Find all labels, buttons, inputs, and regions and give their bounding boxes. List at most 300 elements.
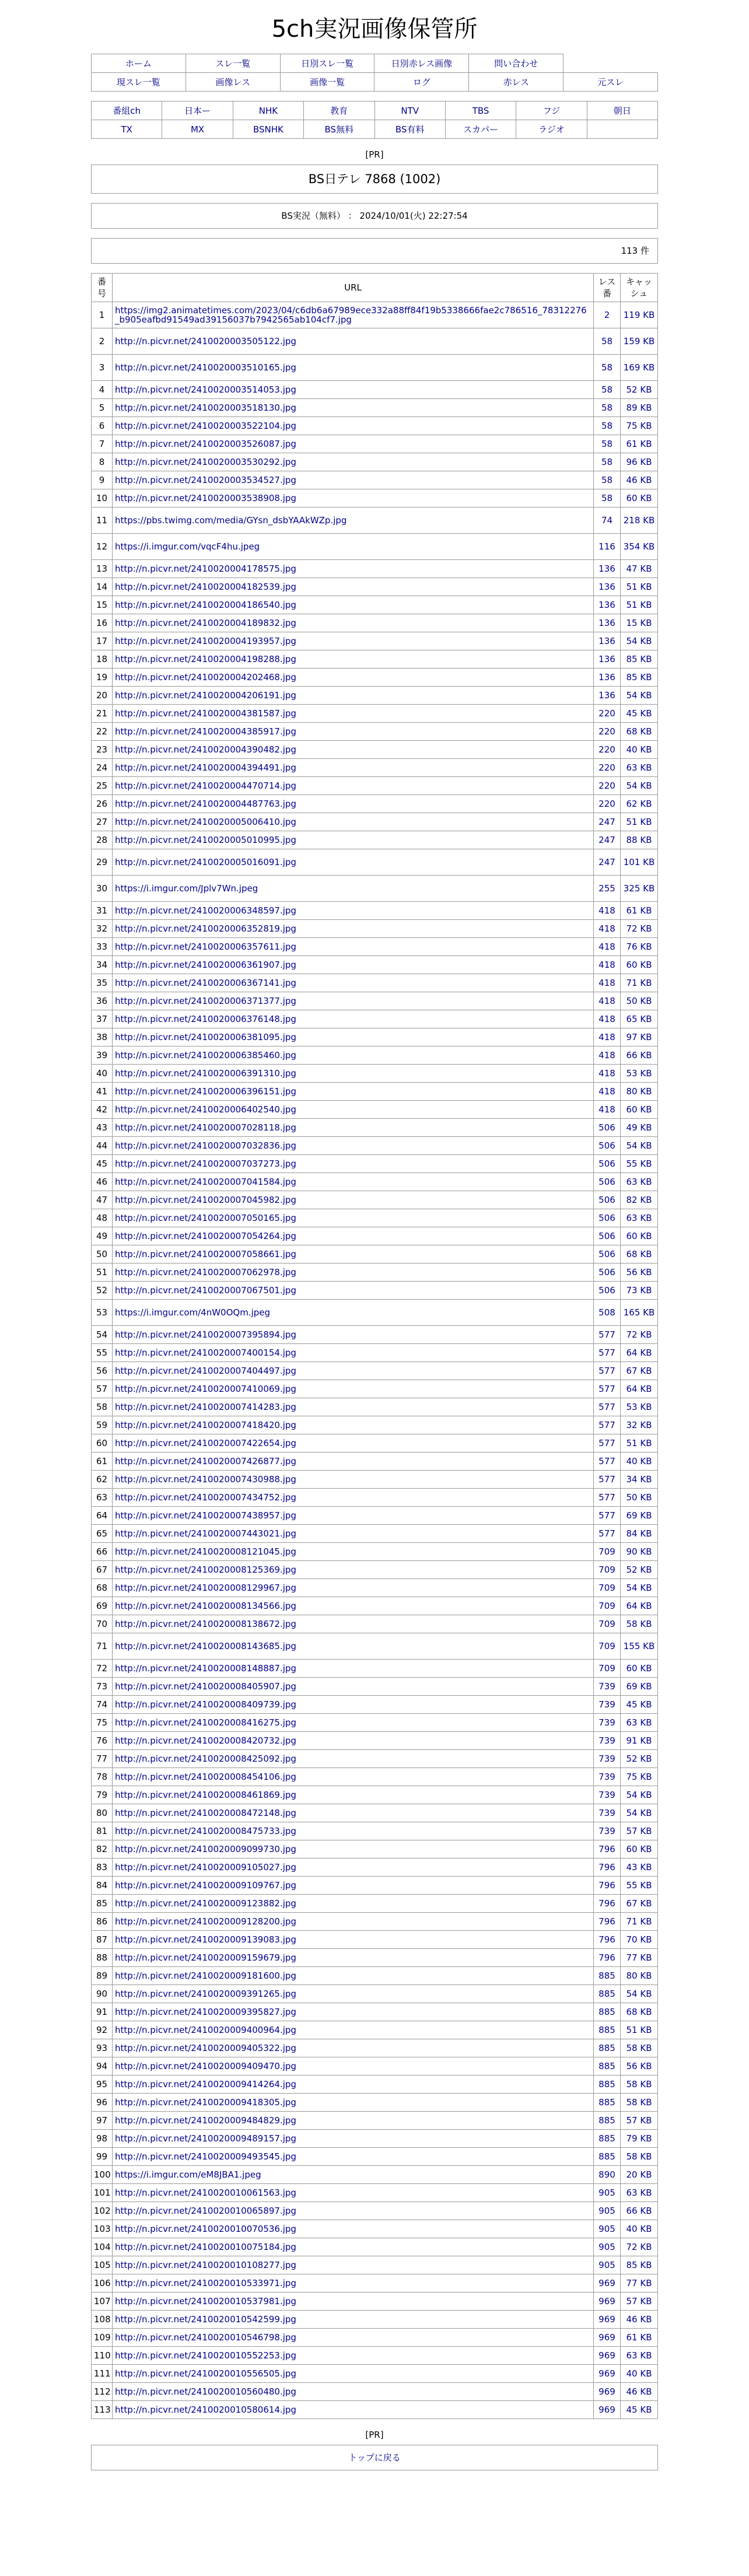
res-number-link[interactable]: 74 bbox=[594, 508, 621, 534]
cache-size-link[interactable]: 64 KB bbox=[621, 1344, 658, 1362]
cache-size-link[interactable]: 64 KB bbox=[621, 1597, 658, 1615]
res-number-link[interactable]: 116 bbox=[594, 534, 621, 560]
res-number-link[interactable]: 506 bbox=[594, 1173, 621, 1191]
res-number-link[interactable]: 739 bbox=[594, 1750, 621, 1768]
nav-link[interactable]: BSNHK bbox=[253, 124, 284, 135]
res-number-link[interactable]: 796 bbox=[594, 1931, 621, 1949]
image-url-link[interactable]: http://n.picvr.net/2410020007037273.jpg bbox=[115, 1158, 296, 1169]
nav-link[interactable]: 元スレ bbox=[597, 77, 624, 88]
res-number-link[interactable]: 969 bbox=[594, 2311, 621, 2329]
image-url-link[interactable]: http://n.picvr.net/2410020009123882.jpg bbox=[115, 1898, 296, 1909]
image-url-link[interactable]: http://n.picvr.net/2410020009484829.jpg bbox=[115, 2115, 296, 2126]
cache-size-link[interactable]: 63 KB bbox=[621, 1714, 658, 1732]
cache-size-link[interactable]: 169 KB bbox=[621, 355, 658, 381]
image-url-link[interactable]: http://n.picvr.net/2410020006348597.jpg bbox=[115, 905, 296, 916]
image-url-link[interactable]: http://n.picvr.net/2410020006352819.jpg bbox=[115, 923, 296, 934]
nav-link[interactable]: 朝日 bbox=[613, 106, 631, 116]
image-url-link[interactable]: http://n.picvr.net/2410020006385460.jpg bbox=[115, 1050, 296, 1060]
res-number-link[interactable]: 796 bbox=[594, 1913, 621, 1931]
cache-size-link[interactable]: 51 KB bbox=[621, 578, 658, 596]
image-url-link[interactable]: http://n.picvr.net/2410020009414264.jpg bbox=[115, 2079, 296, 2090]
image-url-link[interactable]: http://n.picvr.net/2410020010070536.jpg bbox=[115, 2224, 296, 2234]
res-number-link[interactable]: 739 bbox=[594, 1822, 621, 1840]
res-number-link[interactable]: 418 bbox=[594, 974, 621, 992]
res-number-link[interactable]: 58 bbox=[594, 328, 621, 355]
cache-size-link[interactable]: 54 KB bbox=[621, 1985, 658, 2003]
res-number-link[interactable]: 247 bbox=[594, 831, 621, 849]
cache-size-link[interactable]: 79 KB bbox=[621, 2130, 658, 2148]
res-number-link[interactable]: 418 bbox=[594, 1101, 621, 1119]
res-number-link[interactable]: 136 bbox=[594, 560, 621, 578]
cache-size-link[interactable]: 50 KB bbox=[621, 1489, 658, 1507]
cache-size-link[interactable]: 72 KB bbox=[621, 1326, 658, 1344]
cache-size-link[interactable]: 56 KB bbox=[621, 1264, 658, 1282]
res-number-link[interactable]: 885 bbox=[594, 2003, 621, 2021]
res-number-link[interactable]: 709 bbox=[594, 1615, 621, 1633]
cache-size-link[interactable]: 57 KB bbox=[621, 2292, 658, 2311]
res-number-link[interactable]: 577 bbox=[594, 1471, 621, 1489]
cache-size-link[interactable]: 60 KB bbox=[621, 489, 658, 508]
res-number-link[interactable]: 885 bbox=[594, 2057, 621, 2076]
cache-size-link[interactable]: 325 KB bbox=[621, 876, 658, 902]
cache-size-link[interactable]: 60 KB bbox=[621, 1840, 658, 1859]
cache-size-link[interactable]: 89 KB bbox=[621, 399, 658, 417]
image-url-link[interactable]: http://n.picvr.net/2410020009400964.jpg bbox=[115, 2025, 296, 2035]
res-number-link[interactable]: 885 bbox=[594, 2021, 621, 2039]
res-number-link[interactable]: 796 bbox=[594, 1840, 621, 1859]
res-number-link[interactable]: 969 bbox=[594, 2365, 621, 2383]
image-url-link[interactable]: http://n.picvr.net/2410020009395827.jpg bbox=[115, 2007, 296, 2017]
cache-size-link[interactable]: 91 KB bbox=[621, 1732, 658, 1750]
cache-size-link[interactable]: 54 KB bbox=[621, 1137, 658, 1155]
cache-size-link[interactable]: 60 KB bbox=[621, 1101, 658, 1119]
image-url-link[interactable]: http://n.picvr.net/2410020003530292.jpg bbox=[115, 457, 296, 467]
nav-link[interactable]: 問い合わせ bbox=[494, 58, 538, 69]
image-url-link[interactable]: http://n.picvr.net/2410020008405907.jpg bbox=[115, 1681, 296, 1692]
res-number-link[interactable]: 709 bbox=[594, 1543, 621, 1561]
image-url-link[interactable]: http://n.picvr.net/2410020003505122.jpg bbox=[115, 336, 296, 346]
image-url-link[interactable]: http://n.picvr.net/2410020007028118.jpg bbox=[115, 1122, 296, 1133]
res-number-link[interactable]: 739 bbox=[594, 1804, 621, 1822]
nav-link[interactable]: 画像レス bbox=[215, 77, 251, 88]
res-number-link[interactable]: 506 bbox=[594, 1209, 621, 1227]
res-number-link[interactable]: 58 bbox=[594, 417, 621, 435]
res-number-link[interactable]: 885 bbox=[594, 2112, 621, 2130]
res-number-link[interactable]: 969 bbox=[594, 2274, 621, 2292]
nav-link[interactable]: 赤レス bbox=[503, 77, 529, 88]
res-number-link[interactable]: 577 bbox=[594, 1525, 621, 1543]
res-number-link[interactable]: 506 bbox=[594, 1282, 621, 1300]
cache-size-link[interactable]: 57 KB bbox=[621, 2112, 658, 2130]
image-url-link[interactable]: https://pbs.twimg.com/media/GYsn_dsbYAAkWZp.jpg bbox=[115, 515, 347, 526]
res-number-link[interactable]: 506 bbox=[594, 1227, 621, 1245]
image-url-link[interactable]: http://n.picvr.net/2410020006396151.jpg bbox=[115, 1086, 296, 1097]
cache-size-link[interactable]: 76 KB bbox=[621, 938, 658, 956]
nav-link[interactable]: 画像一覧 bbox=[310, 77, 345, 88]
image-url-link[interactable]: http://n.picvr.net/2410020008461869.jpg bbox=[115, 1790, 296, 1800]
image-url-link[interactable]: http://n.picvr.net/2410020004182539.jpg bbox=[115, 582, 296, 592]
cache-size-link[interactable]: 75 KB bbox=[621, 1768, 658, 1786]
res-number-link[interactable]: 418 bbox=[594, 992, 621, 1010]
res-number-link[interactable]: 418 bbox=[594, 920, 621, 938]
cache-size-link[interactable]: 165 KB bbox=[621, 1300, 658, 1326]
res-number-link[interactable]: 58 bbox=[594, 399, 621, 417]
nav-link[interactable]: フジ bbox=[542, 106, 561, 116]
res-number-link[interactable]: 247 bbox=[594, 813, 621, 831]
cache-size-link[interactable]: 45 KB bbox=[621, 705, 658, 723]
cache-size-link[interactable]: 119 KB bbox=[621, 302, 658, 328]
cache-size-link[interactable]: 61 KB bbox=[621, 902, 658, 920]
image-url-link[interactable]: http://n.picvr.net/2410020008416275.jpg bbox=[115, 1717, 296, 1728]
image-url-link[interactable]: http://n.picvr.net/2410020007410069.jpg bbox=[115, 1384, 296, 1394]
image-url-link[interactable]: http://n.picvr.net/2410020005010995.jpg bbox=[115, 835, 296, 845]
res-number-link[interactable]: 220 bbox=[594, 777, 621, 795]
res-number-link[interactable]: 796 bbox=[594, 1877, 621, 1895]
res-number-link[interactable]: 969 bbox=[594, 2347, 621, 2365]
cache-size-link[interactable]: 54 KB bbox=[621, 1579, 658, 1597]
cache-size-link[interactable]: 60 KB bbox=[621, 1227, 658, 1245]
image-url-link[interactable]: http://n.picvr.net/2410020004385917.jpg bbox=[115, 726, 296, 737]
res-number-link[interactable]: 418 bbox=[594, 902, 621, 920]
image-url-link[interactable]: http://n.picvr.net/2410020004487763.jpg bbox=[115, 799, 296, 809]
cache-size-link[interactable]: 68 KB bbox=[621, 2003, 658, 2021]
image-url-link[interactable]: http://n.picvr.net/2410020010560480.jpg bbox=[115, 2386, 296, 2397]
nav-link[interactable]: TX bbox=[121, 124, 132, 135]
image-url-link[interactable]: http://n.picvr.net/2410020006361907.jpg bbox=[115, 960, 296, 970]
cache-size-link[interactable]: 67 KB bbox=[621, 1895, 658, 1913]
res-number-link[interactable]: 255 bbox=[594, 876, 621, 902]
res-number-link[interactable]: 506 bbox=[594, 1264, 621, 1282]
res-number-link[interactable]: 418 bbox=[594, 1046, 621, 1065]
image-url-link[interactable]: http://n.picvr.net/2410020010537981.jpg bbox=[115, 2296, 296, 2306]
image-url-link[interactable]: https://i.imgur.com/eM8JBA1.jpeg bbox=[115, 2169, 261, 2180]
image-url-link[interactable]: http://n.picvr.net/2410020008121045.jpg bbox=[115, 1546, 296, 1557]
res-number-link[interactable]: 739 bbox=[594, 1696, 621, 1714]
image-url-link[interactable]: http://n.picvr.net/2410020004178575.jpg bbox=[115, 564, 296, 574]
res-number-link[interactable]: 220 bbox=[594, 723, 621, 741]
nav-link[interactable]: 現スレ一覧 bbox=[116, 77, 160, 88]
res-number-link[interactable]: 905 bbox=[594, 2238, 621, 2256]
cache-size-link[interactable]: 96 KB bbox=[621, 453, 658, 471]
cache-size-link[interactable]: 218 KB bbox=[621, 508, 658, 534]
nav-link[interactable]: BS有料 bbox=[395, 124, 425, 135]
res-number-link[interactable]: 905 bbox=[594, 2256, 621, 2274]
res-number-link[interactable]: 577 bbox=[594, 1344, 621, 1362]
image-url-link[interactable]: http://n.picvr.net/2410020008148887.jpg bbox=[115, 1663, 296, 1674]
image-url-link[interactable]: http://n.picvr.net/2410020004186540.jpg bbox=[115, 600, 296, 610]
res-number-link[interactable]: 890 bbox=[594, 2166, 621, 2184]
image-url-link[interactable]: http://n.picvr.net/2410020007058661.jpg bbox=[115, 1249, 296, 1259]
image-url-link[interactable]: http://n.picvr.net/2410020010542599.jpg bbox=[115, 2314, 296, 2325]
image-url-link[interactable]: http://n.picvr.net/2410020006357611.jpg bbox=[115, 942, 296, 952]
image-url-link[interactable]: http://n.picvr.net/2410020007443021.jpg bbox=[115, 1528, 296, 1539]
res-number-link[interactable]: 418 bbox=[594, 1065, 621, 1083]
res-number-link[interactable]: 796 bbox=[594, 1895, 621, 1913]
image-url-link[interactable]: http://n.picvr.net/2410020009105027.jpg bbox=[115, 1862, 296, 1873]
image-url-link[interactable]: http://n.picvr.net/2410020003514053.jpg bbox=[115, 384, 296, 395]
nav-link[interactable]: 教育 bbox=[330, 106, 348, 116]
image-url-link[interactable]: http://n.picvr.net/2410020007426877.jpg bbox=[115, 1456, 296, 1466]
nav-link[interactable]: スカパー bbox=[463, 124, 499, 135]
cache-size-link[interactable]: 69 KB bbox=[621, 1678, 658, 1696]
image-url-link[interactable]: http://n.picvr.net/2410020009099730.jpg bbox=[115, 1844, 296, 1854]
cache-size-link[interactable]: 51 KB bbox=[621, 2021, 658, 2039]
image-url-link[interactable]: http://n.picvr.net/2410020009139083.jpg bbox=[115, 1934, 296, 1945]
res-number-link[interactable]: 885 bbox=[594, 2148, 621, 2166]
image-url-link[interactable]: http://n.picvr.net/2410020010108277.jpg bbox=[115, 2260, 296, 2270]
cache-size-link[interactable]: 73 KB bbox=[621, 1282, 658, 1300]
image-url-link[interactable]: http://n.picvr.net/2410020010075184.jpg bbox=[115, 2242, 296, 2252]
image-url-link[interactable]: http://n.picvr.net/2410020004470714.jpg bbox=[115, 780, 296, 791]
image-url-link[interactable]: http://n.picvr.net/2410020008134566.jpg bbox=[115, 1601, 296, 1611]
cache-size-link[interactable]: 85 KB bbox=[621, 2256, 658, 2274]
res-number-link[interactable]: 905 bbox=[594, 2202, 621, 2220]
cache-size-link[interactable]: 53 KB bbox=[621, 1398, 658, 1416]
cache-size-link[interactable]: 50 KB bbox=[621, 992, 658, 1010]
res-number-link[interactable]: 577 bbox=[594, 1434, 621, 1452]
image-url-link[interactable]: http://n.picvr.net/2410020009418305.jpg bbox=[115, 2097, 296, 2108]
image-url-link[interactable]: http://n.picvr.net/2410020004189832.jpg bbox=[115, 618, 296, 628]
cache-size-link[interactable]: 52 KB bbox=[621, 1561, 658, 1579]
cache-size-link[interactable]: 77 KB bbox=[621, 1949, 658, 1967]
image-url-link[interactable]: http://n.picvr.net/2410020010580614.jpg bbox=[115, 2404, 296, 2415]
cache-size-link[interactable]: 62 KB bbox=[621, 795, 658, 813]
cache-size-link[interactable]: 47 KB bbox=[621, 560, 658, 578]
res-number-link[interactable]: 220 bbox=[594, 705, 621, 723]
image-url-link[interactable]: http://n.picvr.net/2410020006402540.jpg bbox=[115, 1104, 296, 1115]
cache-size-link[interactable]: 40 KB bbox=[621, 2220, 658, 2238]
image-url-link[interactable]: http://n.picvr.net/2410020004206191.jpg bbox=[115, 690, 296, 701]
cache-size-link[interactable]: 58 KB bbox=[621, 2039, 658, 2057]
res-number-link[interactable]: 739 bbox=[594, 1714, 621, 1732]
image-url-link[interactable]: http://n.picvr.net/2410020007050165.jpg bbox=[115, 1213, 296, 1223]
res-number-link[interactable]: 577 bbox=[594, 1452, 621, 1471]
cache-size-link[interactable]: 32 KB bbox=[621, 1416, 658, 1434]
res-number-link[interactable]: 885 bbox=[594, 1985, 621, 2003]
res-number-link[interactable]: 136 bbox=[594, 614, 621, 632]
res-number-link[interactable]: 577 bbox=[594, 1380, 621, 1398]
cache-size-link[interactable]: 55 KB bbox=[621, 1877, 658, 1895]
cache-size-link[interactable]: 85 KB bbox=[621, 668, 658, 687]
res-number-link[interactable]: 418 bbox=[594, 1083, 621, 1101]
res-number-link[interactable]: 969 bbox=[594, 2329, 621, 2347]
cache-size-link[interactable]: 75 KB bbox=[621, 417, 658, 435]
cache-size-link[interactable]: 354 KB bbox=[621, 534, 658, 560]
cache-size-link[interactable]: 70 KB bbox=[621, 1931, 658, 1949]
cache-size-link[interactable]: 51 KB bbox=[621, 813, 658, 831]
image-url-link[interactable]: http://n.picvr.net/2410020005016091.jpg bbox=[115, 857, 296, 867]
image-url-link[interactable]: http://n.picvr.net/2410020008143685.jpg bbox=[115, 1641, 296, 1651]
cache-size-link[interactable]: 15 KB bbox=[621, 614, 658, 632]
nav-link[interactable]: スレ一覧 bbox=[215, 58, 251, 69]
res-number-link[interactable]: 506 bbox=[594, 1245, 621, 1264]
cache-size-link[interactable]: 34 KB bbox=[621, 1471, 658, 1489]
cache-size-link[interactable]: 43 KB bbox=[621, 1859, 658, 1877]
res-number-link[interactable]: 58 bbox=[594, 435, 621, 453]
res-number-link[interactable]: 508 bbox=[594, 1300, 621, 1326]
cache-size-link[interactable]: 58 KB bbox=[621, 2094, 658, 2112]
image-url-link[interactable]: http://n.picvr.net/2410020007054264.jpg bbox=[115, 1231, 296, 1241]
res-number-link[interactable]: 885 bbox=[594, 2076, 621, 2094]
cache-size-link[interactable]: 54 KB bbox=[621, 777, 658, 795]
cache-size-link[interactable]: 101 KB bbox=[621, 849, 658, 876]
image-url-link[interactable]: http://n.picvr.net/2410020009409470.jpg bbox=[115, 2061, 296, 2071]
cache-size-link[interactable]: 60 KB bbox=[621, 1660, 658, 1678]
cache-size-link[interactable]: 53 KB bbox=[621, 1065, 658, 1083]
cache-size-link[interactable]: 60 KB bbox=[621, 956, 658, 974]
image-url-link[interactable]: http://n.picvr.net/2410020008425092.jpg bbox=[115, 1754, 296, 1764]
cache-size-link[interactable]: 58 KB bbox=[621, 2076, 658, 2094]
image-url-link[interactable]: https://img2.animatetimes.com/2023/04/c6db6a67989ece332a88ff84f19b5338666fae2c786516_78312276_b905eafbd91549ad39156037b7942565ab104cf7.jpg bbox=[115, 305, 587, 325]
image-url-link[interactable]: http://n.picvr.net/2410020004202468.jpg bbox=[115, 672, 296, 682]
cache-size-link[interactable]: 69 KB bbox=[621, 1507, 658, 1525]
res-number-link[interactable]: 905 bbox=[594, 2220, 621, 2238]
image-url-link[interactable]: http://n.picvr.net/2410020009109767.jpg bbox=[115, 1880, 296, 1891]
cache-size-link[interactable]: 63 KB bbox=[621, 1173, 658, 1191]
cache-size-link[interactable]: 90 KB bbox=[621, 1543, 658, 1561]
res-number-link[interactable]: 885 bbox=[594, 2094, 621, 2112]
cache-size-link[interactable]: 46 KB bbox=[621, 471, 658, 489]
nav-link[interactable]: BS無料 bbox=[324, 124, 354, 135]
res-number-link[interactable]: 739 bbox=[594, 1786, 621, 1804]
res-number-link[interactable]: 577 bbox=[594, 1326, 621, 1344]
image-url-link[interactable]: http://n.picvr.net/2410020007032836.jpg bbox=[115, 1140, 296, 1151]
image-url-link[interactable]: http://n.picvr.net/2410020007430988.jpg bbox=[115, 1474, 296, 1485]
cache-size-link[interactable]: 51 KB bbox=[621, 1434, 658, 1452]
image-url-link[interactable]: http://n.picvr.net/2410020006381095.jpg bbox=[115, 1032, 296, 1042]
res-number-link[interactable]: 709 bbox=[594, 1579, 621, 1597]
res-number-link[interactable]: 506 bbox=[594, 1155, 621, 1173]
image-url-link[interactable]: http://n.picvr.net/2410020005006410.jpg bbox=[115, 817, 296, 827]
nav-link[interactable]: NTV bbox=[401, 105, 419, 116]
cache-size-link[interactable]: 54 KB bbox=[621, 1804, 658, 1822]
image-url-link[interactable]: http://n.picvr.net/2410020004381587.jpg bbox=[115, 708, 296, 719]
cache-size-link[interactable]: 80 KB bbox=[621, 1967, 658, 1985]
res-number-link[interactable]: 136 bbox=[594, 687, 621, 705]
res-number-link[interactable]: 739 bbox=[594, 1768, 621, 1786]
cache-size-link[interactable]: 155 KB bbox=[621, 1633, 658, 1660]
cache-size-link[interactable]: 84 KB bbox=[621, 1525, 658, 1543]
image-url-link[interactable]: http://n.picvr.net/2410020009405322.jpg bbox=[115, 2043, 296, 2053]
res-number-link[interactable]: 506 bbox=[594, 1191, 621, 1209]
cache-size-link[interactable]: 57 KB bbox=[621, 1822, 658, 1840]
res-number-link[interactable]: 58 bbox=[594, 471, 621, 489]
image-url-link[interactable]: http://n.picvr.net/2410020007438957.jpg bbox=[115, 1510, 296, 1521]
res-number-link[interactable]: 577 bbox=[594, 1416, 621, 1434]
res-number-link[interactable]: 220 bbox=[594, 759, 621, 777]
image-url-link[interactable]: http://n.picvr.net/2410020010533971.jpg bbox=[115, 2278, 296, 2288]
cache-size-link[interactable]: 77 KB bbox=[621, 2274, 658, 2292]
cache-size-link[interactable]: 51 KB bbox=[621, 596, 658, 614]
res-number-link[interactable]: 58 bbox=[594, 355, 621, 381]
image-url-link[interactable]: http://n.picvr.net/2410020008129967.jpg bbox=[115, 1583, 296, 1593]
cache-size-link[interactable]: 159 KB bbox=[621, 328, 658, 355]
image-url-link[interactable]: http://n.picvr.net/2410020010065897.jpg bbox=[115, 2206, 296, 2216]
image-url-link[interactable]: http://n.picvr.net/2410020008472148.jpg bbox=[115, 1808, 296, 1818]
image-url-link[interactable]: http://n.picvr.net/2410020007400154.jpg bbox=[115, 1348, 296, 1358]
cache-size-link[interactable]: 52 KB bbox=[621, 381, 658, 399]
image-url-link[interactable]: http://n.picvr.net/2410020010546798.jpg bbox=[115, 2332, 296, 2343]
cache-size-link[interactable]: 45 KB bbox=[621, 1696, 658, 1714]
res-number-link[interactable]: 418 bbox=[594, 956, 621, 974]
image-url-link[interactable]: http://n.picvr.net/2410020007067501.jpg bbox=[115, 1285, 296, 1296]
cache-size-link[interactable]: 63 KB bbox=[621, 759, 658, 777]
res-number-link[interactable]: 969 bbox=[594, 2292, 621, 2311]
cache-size-link[interactable]: 66 KB bbox=[621, 2202, 658, 2220]
cache-size-link[interactable]: 54 KB bbox=[621, 632, 658, 650]
res-number-link[interactable]: 136 bbox=[594, 578, 621, 596]
res-number-link[interactable]: 136 bbox=[594, 668, 621, 687]
res-number-link[interactable]: 885 bbox=[594, 2039, 621, 2057]
cache-size-link[interactable]: 58 KB bbox=[621, 2148, 658, 2166]
cache-size-link[interactable]: 63 KB bbox=[621, 1209, 658, 1227]
image-url-link[interactable]: http://n.picvr.net/2410020007434752.jpg bbox=[115, 1492, 296, 1503]
cache-size-link[interactable]: 40 KB bbox=[621, 1452, 658, 1471]
nav-link[interactable]: MX bbox=[190, 124, 205, 135]
image-url-link[interactable]: http://n.picvr.net/2410020004390482.jpg bbox=[115, 744, 296, 755]
res-number-link[interactable]: 577 bbox=[594, 1507, 621, 1525]
cache-size-link[interactable]: 52 KB bbox=[621, 1750, 658, 1768]
image-url-link[interactable]: http://n.picvr.net/2410020009489157.jpg bbox=[115, 2133, 296, 2144]
image-url-link[interactable]: http://n.picvr.net/2410020007422654.jpg bbox=[115, 1438, 296, 1448]
nav-link[interactable]: TBS bbox=[472, 105, 489, 116]
image-url-link[interactable]: http://n.picvr.net/2410020007418420.jpg bbox=[115, 1420, 296, 1430]
cache-size-link[interactable]: 46 KB bbox=[621, 2311, 658, 2329]
cache-size-link[interactable]: 63 KB bbox=[621, 2347, 658, 2365]
cache-size-link[interactable]: 68 KB bbox=[621, 1245, 658, 1264]
res-number-link[interactable]: 58 bbox=[594, 453, 621, 471]
image-url-link[interactable]: http://n.picvr.net/2410020007414283.jpg bbox=[115, 1402, 296, 1412]
res-number-link[interactable]: 709 bbox=[594, 1660, 621, 1678]
image-url-link[interactable]: http://n.picvr.net/2410020003534527.jpg bbox=[115, 475, 296, 485]
image-url-link[interactable]: http://n.picvr.net/2410020009493545.jpg bbox=[115, 2151, 296, 2162]
image-url-link[interactable]: http://n.picvr.net/2410020003510165.jpg bbox=[115, 362, 296, 373]
nav-link[interactable]: ログ bbox=[412, 77, 430, 88]
res-number-link[interactable]: 136 bbox=[594, 596, 621, 614]
image-url-link[interactable]: http://n.picvr.net/2410020010556505.jpg bbox=[115, 2368, 296, 2379]
cache-size-link[interactable]: 72 KB bbox=[621, 920, 658, 938]
res-number-link[interactable]: 969 bbox=[594, 2401, 621, 2419]
image-url-link[interactable]: http://n.picvr.net/2410020010552253.jpg bbox=[115, 2350, 296, 2361]
cache-size-link[interactable]: 66 KB bbox=[621, 1046, 658, 1065]
res-number-link[interactable]: 418 bbox=[594, 1010, 621, 1028]
image-url-link[interactable]: http://n.picvr.net/2410020009128200.jpg bbox=[115, 1916, 296, 1927]
image-url-link[interactable]: http://n.picvr.net/2410020007045982.jpg bbox=[115, 1195, 296, 1205]
cache-size-link[interactable]: 49 KB bbox=[621, 1119, 658, 1137]
nav-link[interactable]: 日別赤レス画像 bbox=[391, 58, 453, 69]
image-url-link[interactable]: https://i.imgur.com/Jplv7Wn.jpeg bbox=[115, 883, 258, 894]
res-number-link[interactable]: 136 bbox=[594, 650, 621, 668]
cache-size-link[interactable]: 54 KB bbox=[621, 687, 658, 705]
image-url-link[interactable]: http://n.picvr.net/2410020004198288.jpg bbox=[115, 654, 296, 664]
cache-size-link[interactable]: 65 KB bbox=[621, 1010, 658, 1028]
res-number-link[interactable]: 796 bbox=[594, 1949, 621, 1967]
image-url-link[interactable]: http://n.picvr.net/2410020008125369.jpg bbox=[115, 1564, 296, 1575]
nav-link[interactable]: 日本ー bbox=[184, 106, 211, 116]
image-url-link[interactable]: http://n.picvr.net/2410020008475733.jpg bbox=[115, 1826, 296, 1836]
res-number-link[interactable]: 220 bbox=[594, 795, 621, 813]
image-url-link[interactable]: http://n.picvr.net/2410020008420732.jpg bbox=[115, 1735, 296, 1746]
nav-link[interactable]: 日別スレ一覧 bbox=[301, 58, 354, 69]
image-url-link[interactable]: http://n.picvr.net/2410020006371377.jpg bbox=[115, 996, 296, 1006]
image-url-link[interactable]: https://i.imgur.com/vqcF4hu.jpeg bbox=[115, 541, 260, 552]
image-url-link[interactable]: http://n.picvr.net/2410020007062978.jpg bbox=[115, 1267, 296, 1278]
image-url-link[interactable]: http://n.picvr.net/2410020007404497.jpg bbox=[115, 1366, 296, 1376]
cache-size-link[interactable]: 64 KB bbox=[621, 1380, 658, 1398]
image-url-link[interactable]: http://n.picvr.net/2410020010061563.jpg bbox=[115, 2188, 296, 2198]
res-number-link[interactable]: 739 bbox=[594, 1732, 621, 1750]
cache-size-link[interactable]: 82 KB bbox=[621, 1191, 658, 1209]
